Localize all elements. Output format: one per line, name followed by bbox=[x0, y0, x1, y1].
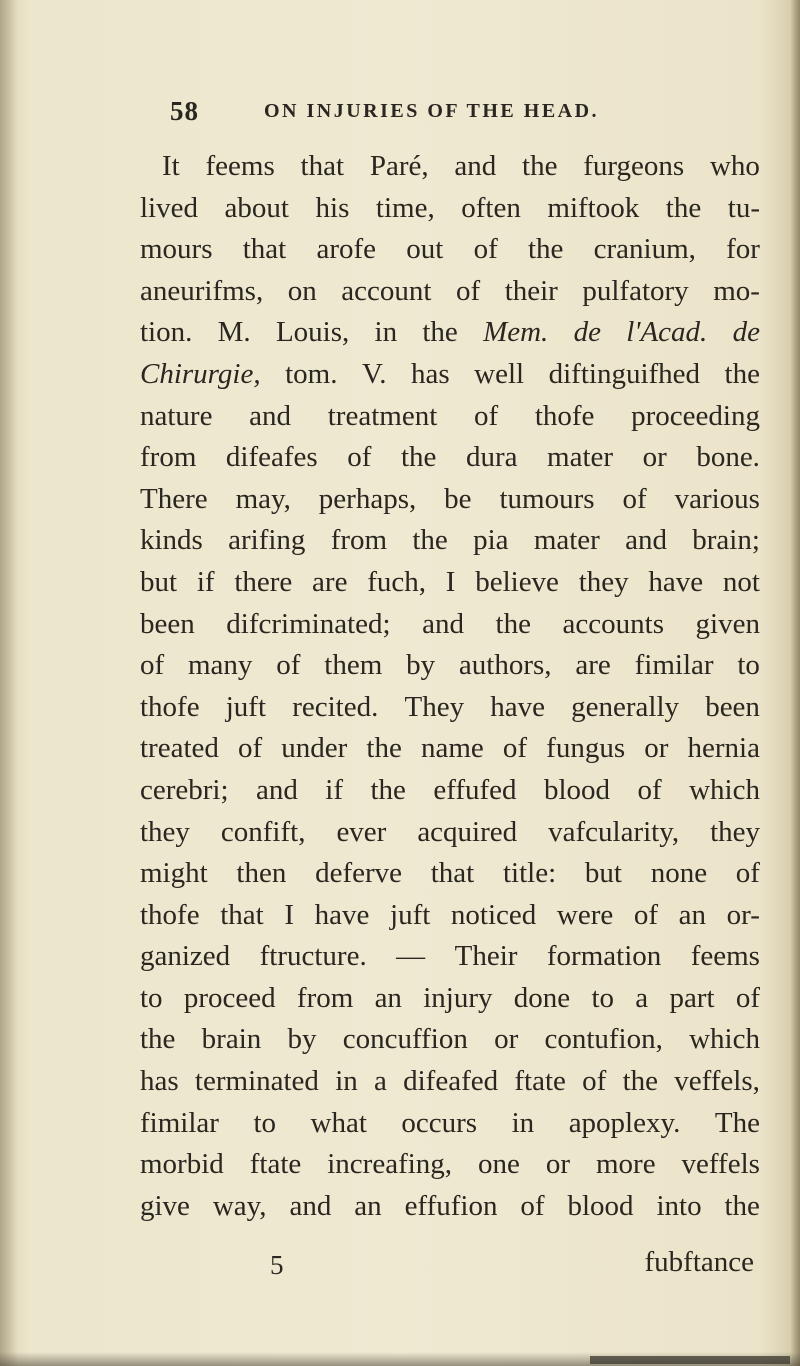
word: in bbox=[374, 316, 398, 349]
word: fuch, bbox=[367, 565, 426, 598]
word: they bbox=[140, 815, 190, 848]
running-head: ON INJURIES OF THE HEAD. bbox=[264, 100, 600, 122]
word: brain bbox=[201, 1023, 262, 1056]
word: from bbox=[296, 981, 354, 1014]
word: I bbox=[445, 565, 456, 598]
word: they bbox=[578, 565, 629, 598]
word: tom. bbox=[285, 357, 338, 390]
word: may, bbox=[235, 482, 291, 515]
text-line bbox=[140, 520, 760, 562]
bottom-edge-mark bbox=[590, 1356, 790, 1364]
word: generally bbox=[571, 690, 680, 723]
word: arofe bbox=[316, 233, 377, 266]
word: cerebri; bbox=[140, 773, 229, 806]
word: none bbox=[650, 857, 708, 890]
word: give bbox=[140, 1189, 190, 1222]
word: they bbox=[710, 815, 760, 848]
word: de bbox=[573, 316, 601, 349]
text-line bbox=[140, 1144, 760, 1186]
word: occurs bbox=[401, 1106, 478, 1139]
word: juft bbox=[225, 690, 267, 723]
word: mours bbox=[140, 233, 213, 266]
word: one bbox=[478, 1148, 520, 1181]
word: mater bbox=[547, 441, 614, 474]
word: if bbox=[196, 565, 215, 598]
word: miftook bbox=[547, 191, 640, 224]
word: thofe bbox=[140, 690, 200, 723]
word: of bbox=[140, 649, 165, 682]
word: for bbox=[726, 233, 760, 266]
word: ftate bbox=[249, 1148, 302, 1181]
signature-mark: 5 bbox=[270, 1250, 284, 1280]
text-line bbox=[140, 936, 760, 978]
word: vafcularity, bbox=[548, 815, 680, 848]
word: many bbox=[188, 649, 253, 682]
word: the bbox=[366, 732, 402, 765]
word: concuffion bbox=[342, 1023, 468, 1056]
word: been bbox=[705, 690, 760, 723]
word: of bbox=[735, 981, 760, 1014]
word: out bbox=[406, 233, 444, 266]
word: were bbox=[556, 898, 614, 931]
page-number: 58 bbox=[170, 96, 199, 126]
word: kinds bbox=[140, 524, 203, 557]
word: de bbox=[732, 316, 760, 349]
word: effufion bbox=[404, 1189, 498, 1222]
word: has bbox=[140, 1065, 179, 1098]
word: a bbox=[374, 1065, 387, 1098]
word: nature bbox=[140, 399, 213, 432]
word: name bbox=[420, 732, 484, 765]
word: has bbox=[410, 357, 450, 390]
word: of bbox=[455, 274, 481, 307]
word: diftinguifhed bbox=[548, 357, 701, 390]
word: to bbox=[591, 981, 614, 1014]
word: the bbox=[370, 773, 406, 806]
word: believe bbox=[475, 565, 559, 598]
text-line bbox=[140, 562, 760, 604]
text-line bbox=[140, 604, 760, 646]
word: or bbox=[494, 1023, 519, 1056]
word: proceeding bbox=[631, 399, 760, 432]
text-line bbox=[140, 1019, 760, 1061]
word: the bbox=[140, 1023, 176, 1056]
word: Louis, bbox=[275, 316, 350, 349]
text-line bbox=[140, 1186, 760, 1228]
word: terminated bbox=[194, 1065, 319, 1098]
text-line bbox=[140, 1103, 760, 1145]
word: treated bbox=[140, 732, 219, 765]
word: part bbox=[669, 981, 715, 1014]
word: the bbox=[665, 191, 702, 224]
word: and bbox=[422, 607, 464, 640]
word: his bbox=[315, 191, 350, 224]
word: be bbox=[444, 482, 472, 515]
body-text bbox=[140, 146, 760, 1227]
word: have bbox=[648, 565, 704, 598]
word: noticed bbox=[450, 898, 537, 931]
word: injury bbox=[423, 981, 493, 1014]
word: time, bbox=[375, 191, 435, 224]
catchword: fubftance bbox=[644, 1246, 754, 1278]
word: by bbox=[406, 649, 436, 682]
word: arifing bbox=[228, 524, 306, 557]
word: not bbox=[722, 565, 760, 598]
word: ganized bbox=[140, 940, 231, 973]
page-footer bbox=[140, 1248, 760, 1290]
word: confift, bbox=[220, 815, 306, 848]
word: more bbox=[595, 1148, 656, 1181]
word: under bbox=[281, 732, 348, 765]
word: lived bbox=[140, 191, 198, 224]
word: Their bbox=[454, 940, 518, 973]
word: deferve bbox=[315, 857, 403, 890]
text-line bbox=[140, 812, 760, 854]
word: perhaps, bbox=[318, 482, 417, 515]
word: from bbox=[140, 441, 197, 474]
word: or- bbox=[726, 898, 760, 931]
word: title: bbox=[502, 857, 557, 890]
text-line bbox=[140, 354, 760, 396]
word: the bbox=[724, 357, 760, 390]
word: an bbox=[374, 981, 402, 1014]
word: an bbox=[678, 898, 707, 931]
word: of bbox=[735, 857, 760, 890]
word: aneurifms, bbox=[140, 274, 264, 307]
word: fimilar bbox=[634, 649, 714, 682]
word: of bbox=[473, 399, 499, 432]
word: ever bbox=[336, 815, 387, 848]
word: and bbox=[625, 524, 667, 557]
word: their bbox=[504, 274, 558, 307]
word: or bbox=[545, 1148, 571, 1181]
word: and bbox=[255, 773, 298, 806]
word: of bbox=[276, 649, 301, 682]
word: given bbox=[695, 607, 760, 640]
word: been bbox=[140, 607, 195, 640]
text-line bbox=[140, 479, 760, 521]
word: to bbox=[140, 981, 163, 1014]
word: ftructure. bbox=[259, 940, 367, 973]
word: treatment bbox=[327, 399, 438, 432]
text-line bbox=[140, 396, 760, 438]
word: the bbox=[400, 441, 437, 474]
word: ftate bbox=[514, 1065, 566, 1098]
word: of bbox=[347, 441, 372, 474]
word: of bbox=[520, 1189, 545, 1222]
word: fungus bbox=[546, 732, 626, 765]
word: then bbox=[236, 857, 287, 890]
word: that bbox=[242, 233, 287, 266]
word: have bbox=[490, 690, 545, 723]
word: from bbox=[330, 524, 388, 557]
word: mater bbox=[533, 524, 600, 557]
word: have bbox=[314, 898, 370, 931]
word: l'Acad. bbox=[626, 316, 708, 349]
word: blood bbox=[567, 1189, 634, 1222]
page-header bbox=[170, 96, 730, 132]
word: way, bbox=[212, 1189, 267, 1222]
word: and bbox=[454, 150, 497, 182]
word: or bbox=[642, 441, 667, 474]
text-line bbox=[140, 271, 760, 313]
word: Paré, bbox=[369, 150, 429, 182]
word: the bbox=[422, 316, 458, 349]
word: of bbox=[473, 233, 498, 266]
text-line bbox=[140, 728, 760, 770]
word: might bbox=[140, 857, 208, 890]
word: — bbox=[396, 940, 426, 973]
word: blood bbox=[543, 773, 611, 806]
word: tion. bbox=[140, 316, 193, 349]
word: who bbox=[709, 150, 760, 182]
word: dura bbox=[465, 441, 518, 474]
word: in bbox=[511, 1106, 535, 1139]
word: thofe bbox=[534, 399, 595, 432]
word: proceed bbox=[183, 981, 276, 1014]
word: to bbox=[737, 649, 760, 682]
text-line bbox=[140, 895, 760, 937]
word: formation bbox=[546, 940, 662, 973]
word: the bbox=[522, 150, 558, 182]
word: increafing, bbox=[327, 1148, 453, 1181]
text-line bbox=[140, 978, 760, 1020]
word: tumours bbox=[499, 482, 595, 515]
word: veffels, bbox=[674, 1065, 760, 1098]
word: There bbox=[140, 482, 208, 515]
word: account bbox=[341, 274, 432, 307]
word: tu- bbox=[727, 191, 760, 224]
word: of bbox=[502, 732, 528, 765]
word: of bbox=[633, 898, 659, 931]
word: well bbox=[474, 357, 525, 390]
word: The bbox=[714, 1106, 760, 1139]
word: by bbox=[287, 1023, 317, 1056]
word: often bbox=[461, 191, 521, 224]
word: difeafed bbox=[403, 1065, 499, 1098]
word: the bbox=[527, 233, 564, 266]
text-line bbox=[140, 312, 760, 354]
word: V. bbox=[361, 357, 387, 390]
text-line bbox=[140, 645, 760, 687]
text-line bbox=[140, 146, 760, 188]
word: about bbox=[224, 191, 289, 224]
word: on bbox=[287, 274, 317, 307]
word: the bbox=[622, 1065, 658, 1098]
word: that bbox=[220, 898, 264, 931]
word: pia bbox=[473, 524, 509, 557]
text-line bbox=[140, 188, 760, 230]
word: veffels bbox=[681, 1148, 760, 1181]
spine-shadow bbox=[0, 0, 18, 1366]
word: feems bbox=[690, 940, 760, 973]
word: feems bbox=[205, 150, 275, 182]
word: bone. bbox=[696, 441, 760, 474]
word: of bbox=[622, 482, 647, 515]
word: an bbox=[354, 1189, 382, 1222]
text-line bbox=[140, 437, 760, 479]
word: brain; bbox=[692, 524, 760, 557]
word: mo- bbox=[713, 274, 760, 307]
word: of bbox=[238, 732, 263, 765]
word: a bbox=[635, 981, 649, 1014]
word: into bbox=[656, 1189, 702, 1222]
word: the bbox=[495, 607, 531, 640]
word: apoplexy. bbox=[568, 1106, 681, 1139]
word: recited. bbox=[292, 690, 379, 723]
word: difeafes bbox=[225, 441, 318, 474]
word: are bbox=[575, 649, 611, 682]
word: to bbox=[253, 1106, 276, 1139]
word: I bbox=[284, 898, 295, 931]
word: furgeons bbox=[583, 150, 685, 182]
word: accounts bbox=[562, 607, 664, 640]
word: of bbox=[582, 1065, 607, 1098]
word: which bbox=[689, 773, 760, 806]
word: there bbox=[234, 565, 293, 598]
word: are bbox=[312, 565, 348, 598]
word: juft bbox=[390, 898, 431, 931]
text-line bbox=[140, 1061, 760, 1103]
word: done bbox=[513, 981, 571, 1014]
word: that bbox=[300, 150, 345, 182]
word: difcriminated; bbox=[226, 607, 391, 640]
word: the bbox=[724, 1189, 760, 1222]
word: which bbox=[689, 1023, 760, 1056]
word: the bbox=[412, 524, 448, 557]
page-edge-shadow bbox=[790, 0, 800, 1366]
word: but bbox=[140, 565, 178, 598]
word: various bbox=[674, 482, 760, 515]
text-line bbox=[140, 853, 760, 895]
word: and bbox=[289, 1189, 332, 1222]
word: if bbox=[325, 773, 344, 806]
word: Mem. bbox=[483, 316, 549, 349]
word: It bbox=[162, 150, 180, 182]
word: effufed bbox=[433, 773, 517, 806]
word: hernia bbox=[687, 732, 760, 765]
word: Chirurgie, bbox=[140, 357, 261, 390]
word: of bbox=[637, 773, 662, 806]
word: thofe bbox=[140, 898, 200, 931]
word: morbid bbox=[140, 1148, 224, 1181]
word: contufion, bbox=[544, 1023, 663, 1056]
text-line bbox=[140, 229, 760, 271]
word: acquired bbox=[417, 815, 518, 848]
word: them bbox=[324, 649, 383, 682]
word: They bbox=[404, 690, 465, 723]
word: fimilar bbox=[140, 1106, 219, 1139]
word: what bbox=[310, 1106, 367, 1139]
text-line bbox=[140, 770, 760, 812]
word: authors, bbox=[458, 649, 552, 682]
word: pulfatory bbox=[582, 274, 689, 307]
word: that bbox=[430, 857, 475, 890]
word: cranium, bbox=[593, 233, 696, 266]
word: M. bbox=[217, 316, 251, 349]
text-line bbox=[140, 687, 760, 729]
word: but bbox=[584, 857, 622, 890]
word: in bbox=[335, 1065, 358, 1098]
word: or bbox=[644, 732, 669, 765]
word: and bbox=[249, 399, 292, 432]
